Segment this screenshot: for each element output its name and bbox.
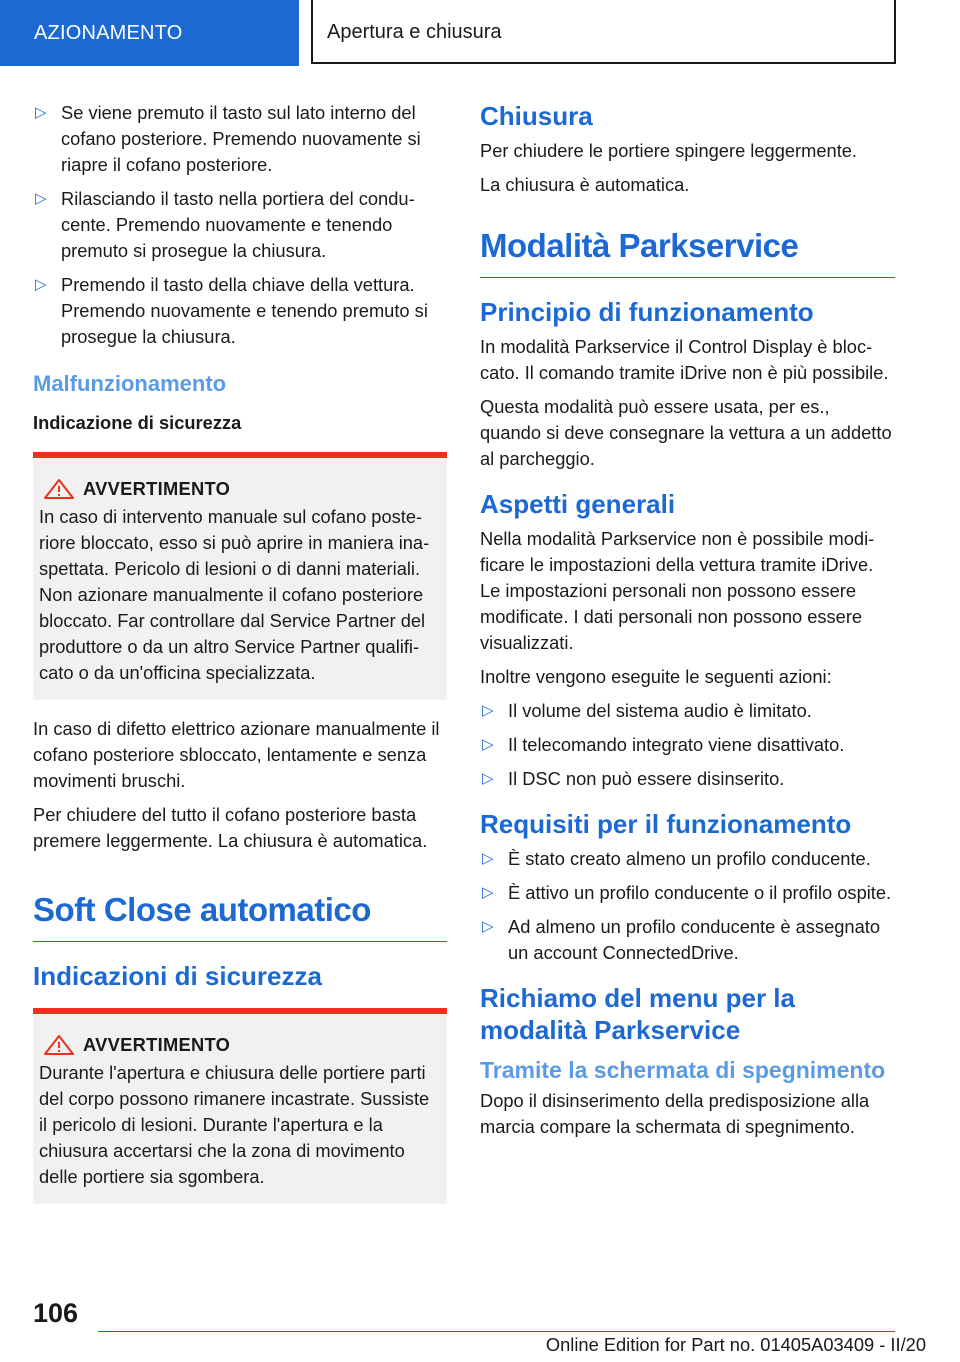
list-item: ▷ È stato creato almeno un profilo conducente. [480, 846, 895, 872]
list-item: ▷ Rilasciando il tasto nella portiera del conducente. Premendo nuovamente e tenendo premuto si prosegue la chiusura. [35, 188, 415, 261]
paragraph: Inoltre vengono eseguite le seguenti azioni: [480, 666, 832, 687]
warning-text: In caso di intervento manuale sul cofano posteriore bloccato, esso si può aprire in maniera inaspettata. Pericolo di lesioni o di danni materiali. Non azionare manualmente il cofano posteriore bloccato. Far controllare dal Service Partner del produttore o da un altro Service Partner qualificato o da un'officina specializzata. [39, 506, 430, 683]
list-item: ▷ Il telecomando integrato viene disattivato. [480, 732, 895, 758]
warning-text: Durante l'apertura e chiusura delle portiere parti del corpo possono rimanere incastrate. Sussiste il pericolo di lesioni. Durante l'apertura e la chiusura accertarsi che la zona di movimento delle portiere sia sgombera. [39, 1062, 430, 1187]
paragraph: Per chiudere le portiere spingere leggermente. [480, 140, 858, 161]
right-column [480, 100, 895, 1148]
triangle-right-icon: ▷ [35, 276, 47, 293]
menu-heading: Richiamo del menu per la modalità Parkservice [480, 983, 795, 1045]
paragraph: Nella modalità Parkservice non è possibile modificare le impostazioni della vettura tramite iDrive. Le impostazioni personali non possono essere modificate. I dati personali non possono essere visualizzati. [480, 528, 875, 653]
triangle-right-icon: ▷ [35, 190, 47, 207]
warning-box [33, 452, 447, 700]
triangle-right-icon: ▷ [482, 702, 494, 719]
main-heading-soft-close: Soft Close automatico [33, 891, 371, 928]
section-tab: AZIONAMENTO [0, 0, 299, 66]
paragraph: Dopo il disinserimento della predisposizione alla marcia compare la schermata di spegnimento. [480, 1090, 870, 1137]
paragraph: In modalità Parkservice il Control Display è bloccato. Il comando tramite iDrive non è più possibile. [480, 336, 889, 383]
heading-rule [33, 941, 447, 942]
paragraph: Questa modalità può essere usata, per es., quando si deve consegnare la vettura a un addetto al parcheggio. [480, 396, 892, 469]
list-item: ▷ Se viene premuto il tasto sul lato interno del cofano posteriore. Premendo nuovamente si riapre il cofano posteriore. [35, 102, 421, 175]
warning-header [39, 1034, 439, 1056]
malfunction-heading: Malfunzionamento [33, 371, 227, 396]
list-item: ▷ Premendo il tasto della chiave della vettura. Premendo nuovamente e tenendo premuto si prosegue la chiusura. [35, 274, 428, 347]
warning-title: AVVERTIMENTO [83, 478, 231, 499]
safety-heading: Indicazioni di sicurezza [33, 961, 322, 991]
warning-triangle-icon [41, 478, 77, 500]
list-item: ▷ È attivo un profilo conducente o il profilo ospite. [480, 880, 895, 906]
warning-triangle-icon [41, 1034, 77, 1056]
screen-heading: Tramite la schermata di spegnimento [480, 1057, 886, 1083]
page-number: 106 [33, 1298, 79, 1328]
list-item: ▷ Il DSC non può essere disinserito. [480, 766, 895, 792]
list-item: ▷ Il volume del sistema audio è limitato. [480, 698, 895, 724]
bullet-list-unlock [33, 100, 447, 350]
triangle-right-icon: ▷ [482, 736, 494, 753]
list-item: ▷ Ad almeno un profilo conducente è assegnato un account ConnectedDrive. [482, 916, 880, 963]
warning-title: AVVERTIMENTO [83, 1034, 231, 1055]
edition-text: Online Edition for Part no. 01405A03409 - II/20 [545, 1334, 926, 1355]
paragraph: La chiusura è automatica. [480, 174, 690, 195]
paragraph: In caso di difetto elettrico azionare manualmente il cofano posteriore sbloccato, lentamente e senza movimenti bruschi. [33, 718, 440, 791]
page-header [0, 0, 960, 66]
triangle-right-icon: ▷ [35, 104, 47, 121]
heading-rule [480, 277, 895, 278]
triangle-right-icon: ▷ [482, 918, 494, 935]
closing-heading: Chiusura [480, 101, 593, 131]
principle-heading: Principio di funzionamento [480, 297, 814, 327]
triangle-right-icon: ▷ [482, 770, 494, 787]
warning-box [33, 1008, 447, 1204]
left-column [33, 100, 447, 1220]
triangle-right-icon: ▷ [482, 884, 494, 901]
main-heading-parkservice: Modalità Parkservice [480, 227, 799, 264]
warning-header [39, 478, 439, 500]
chapter-title: Apertura e chiusura [311, 0, 896, 64]
page-footer [0, 1290, 960, 1362]
paragraph: Per chiudere del tutto il cofano posteriore basta premere leggermente. La chiusura è automatica. [33, 804, 428, 851]
requirements-heading: Requisiti per il funzionamento [480, 809, 852, 839]
triangle-right-icon: ▷ [482, 850, 494, 867]
safety-note-heading: Indicazione di sicurezza [33, 412, 242, 433]
bullet-list-requirements [480, 846, 895, 966]
bullet-list-actions [480, 698, 895, 792]
general-heading: Aspetti generali [480, 489, 676, 519]
